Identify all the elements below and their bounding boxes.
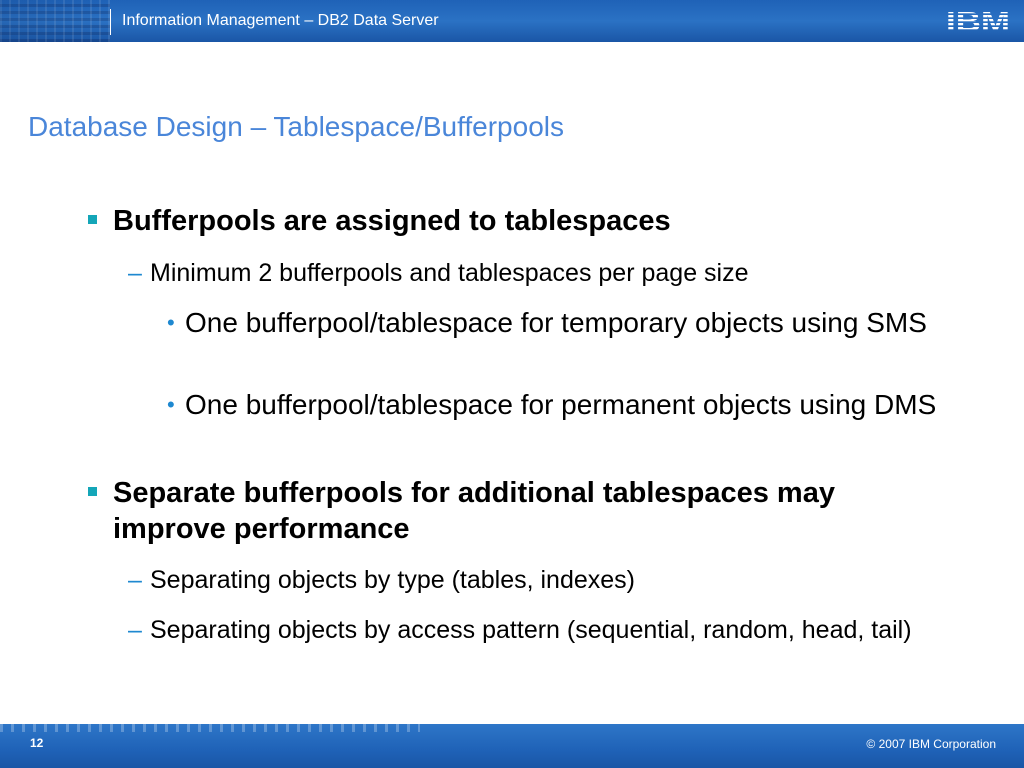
bullet-text: Minimum 2 bufferpools and tablespaces per page size: [150, 259, 749, 287]
bullet-text: Separating objects by type (tables, indexes): [150, 566, 635, 594]
bullet-level2: [128, 257, 928, 290]
bullet-text: One bufferpool/tablespace for temporary objects using SMS: [185, 307, 927, 338]
footer-band: [0, 724, 1024, 768]
dash-bullet-icon: –: [128, 259, 142, 287]
square-bullet-icon: [88, 215, 97, 224]
bullet-text: One bufferpool/tablespace for permanent objects using DMS: [185, 389, 937, 420]
square-bullet-icon: [88, 487, 97, 496]
bullet-level2: [128, 614, 928, 647]
dot-bullet-icon: •: [167, 310, 175, 335]
dash-bullet-icon: –: [128, 566, 142, 594]
bullet-level3: [167, 388, 947, 422]
bullet-level1: [88, 475, 938, 547]
bullet-level1: [88, 203, 938, 239]
copyright-text: © 2007 IBM Corporation: [866, 737, 996, 751]
header-title: Information Management – DB2 Data Server: [122, 12, 439, 29]
dash-bullet-icon: –: [128, 616, 142, 644]
footer-texture: [0, 724, 420, 732]
slide-title: Database Design – Tablespace/Bufferpools: [28, 111, 564, 142]
dot-bullet-icon: •: [167, 392, 175, 417]
bullet-level2: [128, 564, 928, 597]
bullet-level3: [167, 306, 947, 340]
bullet-text: Bufferpools are assigned to tablespaces: [113, 205, 671, 237]
page-number: 12: [30, 736, 44, 750]
bullet-text: Separate bufferpools for additional tablespaces may improve performance: [113, 477, 835, 545]
bullet-text: Separating objects by access pattern (sequential, random, head, tail): [150, 616, 912, 644]
